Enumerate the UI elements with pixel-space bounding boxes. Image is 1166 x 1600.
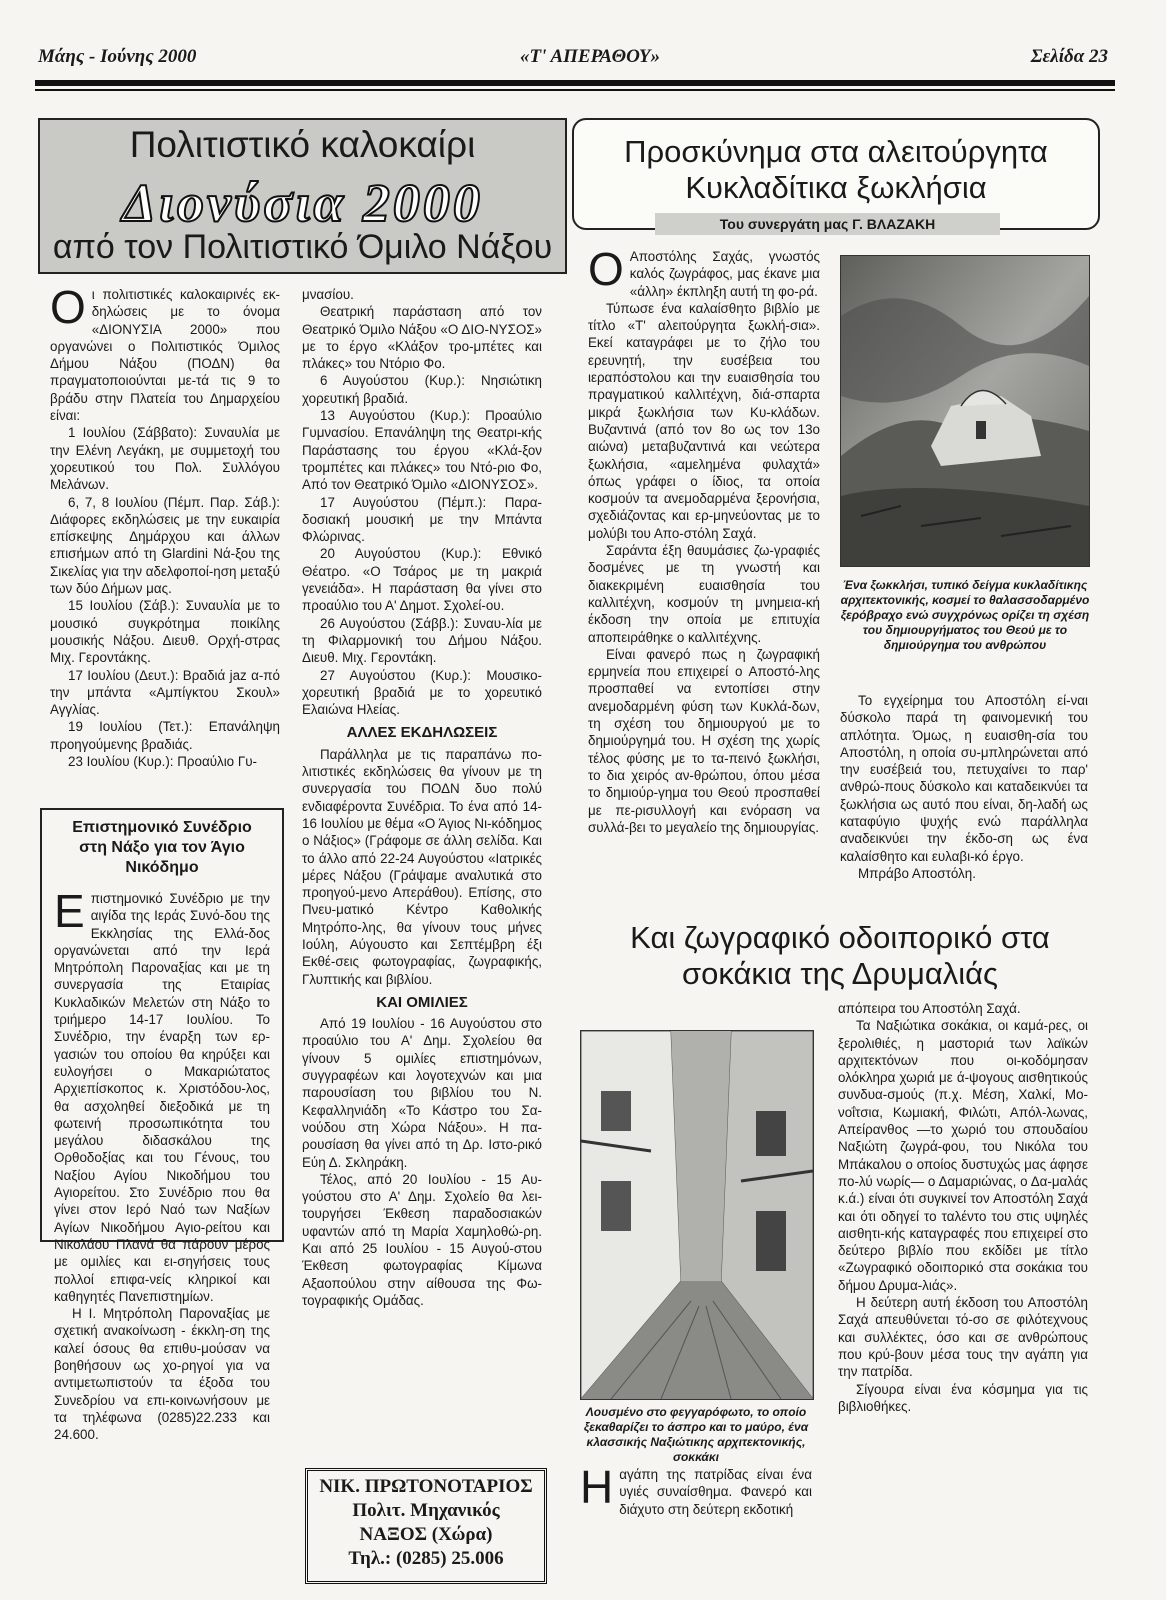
drymalia-title: Και ζωγραφικό οδοιπορικό στα σοκάκια της Δρυμαλιάς: [630, 920, 1050, 991]
event-item: μνασίου.: [302, 287, 354, 302]
issue-date: Μάης - Ιούνης 2000: [38, 46, 197, 67]
proskynima-column-2: Το εγχείρημα του Αποστόλη εί-ναι δύσκολο παρά τη φαινομενική του απλότητα. Όμως, η ευαισθη-σία του Αποστόλη, η οποία συ-μπληρώνεται από την ευσέβειά του, πετυχαίνει το παρ' ανθρώ-πους δύσκολο και καταδεικνύει τα ξωκλήσια ως αυτό που είναι, δη-λαδή ως καταφύγιο ψυχής ενώ παράλληλα αναδεικνύει την έκδο-ση ως ένα καλαίσθητο και ευλαβι-κό έργο. Μπράβο Αποστόλη.: [840, 693, 1088, 881]
masthead-rule: [35, 80, 1115, 86]
event-item: 6, 7, 8 Ιουλίου (Πέμπ. Παρ. Σάβ.): Διάφορες εκδηλώσεις με την ευκαιρία επίσκεψης Δημάρχου και άλλων επισήμων από τη Glardini Νά-ξου της Σικελίας για την αδελφοποί-ηση μεταξύ των δύο Δήμων μας.: [50, 494, 281, 597]
drymalia-column: απόπειρα του Αποστόλη Σαχά. Τα Ναξιώτικα σοκάκια, οι καμά-ρες, οι ξερολιθιές, η μαστοριά των λαϊκών αρχιτεκτόνων που οι-κοδόμησαν ολόκληρα χωριά με ά-ψογους αισθητικούς συνδυα-σμούς (π.χ. Μέση, Χαλκί, Μο-νοΐτσια, Κωμιακή, Φιλώτι, Απόλ-λωνας, Απείρανθος —το χωριό του σπουδαίου Ναξιώτη ζωγρά-φου, του Νικόλα του Μπάκαλου ο οποίος δυστυχώς μας άφησε πο-λύ νωρίς— ο Δαμαριώνας, ο Δα-μαλάς κ.ά.) είναι ότι συγκινεί τον Αποστόλη Σαχά και ότι οδηγεί το ταλέντο του στις υψηλές αισθητι-κής καταγραφές που επιχειρεί στο δεύτερο βιβλίο που εκδίδει με τίτλο «Ζωγραφικό οδοιπορικό στα σοκάκια του δήμου Δρυμα-λιάς». Η δεύτερη αυτή έκδοση του Αποστόλη Σαχά απευθύνεται τό-σο σε φιλότεχνους και συλλέκτες, όσο και σε ανθρώπους που κρύ-βουν μέσα τους την αγάπη για την πατρίδα. Σίγουρα είναι ένα κόσμημα για τις βιβλιοθήκες.: [838, 1001, 1088, 1414]
event-item: 1 Ιουλίου (Σάββατο): Συναυλία με την Ελένη Λεγάκη, με συμμετοχή του χορευτικού του Πολ. Συλλόγου Μελάνων.: [50, 425, 280, 493]
event-item: 17 Αυγούστου (Πέμπ.): Παρα-δοσιακή μουσική με την Μπάντα Φλώρινας.: [302, 494, 542, 545]
talks-heading: ΚΑΙ ΟΜΙΛΙΕΣ: [376, 993, 468, 1011]
dionysia-banner: [38, 118, 567, 274]
ad-place: ΝΑΞΟΣ (Χώρα): [359, 1524, 493, 1545]
dropcap: Ε: [54, 885, 85, 937]
event-item: 6 Αυγούστου (Κυρ.): Νησιώτικη χορευτική βραδιά.: [302, 373, 542, 406]
proskynima-title: Προσκύνημα στα αλειτούργητα Κυκλαδίτικα ξωκλήσια: [624, 134, 1048, 205]
dionysia-column-1: [50, 281, 281, 770]
chapel-image: [841, 256, 1089, 566]
dropcap: Η: [580, 1461, 614, 1513]
chapel-caption: Ένα ξωκκλήσι, τυπικό δείγμα κυκλαδίτικης αρχιτεκτονικής, κοσμεί το θαλασσοδαρμένο ξερόβραχο ενώ συγχρόνως ορίζει τη σχέση του δημιουργήματος του Θεού με το δημιούργημα του ανθρώπου: [840, 578, 1090, 652]
banner-title: Διονύσια 2000: [122, 173, 483, 233]
other-events-text: Παράλληλα με τις παραπάνω πο-λιτιστικές εκδηλώσεις θα γίνουν με τη συνεργασία του ΠΟΔΝ δυο πολύ ενδιαφέροντα Συνέδρια. Το ένα από 14-16 Ιουλίου με θέμα «Ο Άγιος Νι-κόδημος ο Νάξιος» (Γράφομε σε άλλη σελίδα. Και το άλλο από 22-24 Αυγούστου «Ιατρικές μέρες Νάξου (Γράψαμε αναλυτικά στο προηγού-μενο Απεράθου). Επίσης, στο Πνευ-ματικό Κέντρο Καθολικής Μητρόπο-λης, θα γίνουν τους μήνες Ιούλη, Αύγουστο και Σεπτέμβρη έξι Εκθέ-σεις φωτογραφίας, ζωγραφικής, Γλυπτικής και βιβλίου.: [302, 746, 542, 987]
ad-name: ΝΙΚ. ΠΡΩΤΟΝΟΤΑΡΙΟΣ: [319, 1476, 533, 1497]
drymalia-intro: Ηαγάπη της πατρίδας είναι ένα υγιές συναίσθημα. Φανερό και διάχυτο στη δεύτερη εκδοτική: [580, 1461, 812, 1517]
dropcap: Ο: [588, 243, 624, 295]
ad-title: Πολιτ. Μηχανικός: [352, 1500, 500, 1521]
dropcap: Ο: [50, 281, 86, 333]
synedrio-title: Επιστημονικό Συνέδριο στη Νάξο για τον Άγιο Νικόδημο: [72, 819, 252, 876]
synedrio-body: Επιστημονικό Συνέδριο με την αιγίδα της Ιεράς Συνό-δου της Εκκλησίας της Ελλά-δος οργανώνεται από την Ιερά Μητρόπολη Παροναξίας και με τη συνεργασία της Εταιρίας Κυκλαδικών Μελετών στη Νάξο το τριήμερο 14-17 Ιουλίου. Το Συνέδριο, την έναρξη των ερ-γασιών του οποίου θα κηρύξει και ευλογήσει ο Μακαριώτατος Αρχιεπίσκοπος κ. Χριστόδου-λος, θα ασχοληθεί διεξοδικά με τη φωτεινή προσωπικότητα του μεγάλου διδασκάλου της Ορθοδοξίας και του Γένους, του Ναξίου Αγίου Νικοδήμου του Αγιορείτου. Στο Συνέδριο που θα γίνει στον Ιερό Ναό των Ναξίων Αγίων Νικοδήμου Αγιο-ρείτου και Νικολάου Πλανά θα πάρουν μέρος με ομιλίες και ει-σηγήσεις τους πολλοί επιφα-νείς κληρικοί και καθηγητές Πανεπιστημίων. Η Ι. Μητρόπολη Παροναξίας με σχετική ανακοίνωση - έκκλη-ση της καλεί όσους θα επιθυ-μούσαν να βοηθήσουν ως χο-ρηγοί για να αντιμετωπιστούν τα έξοδα του Συνεδρίου να επι-κοινωνήσουν με τα τηλέφωνα (0285)22.233 και 24.600.: [54, 885, 270, 1443]
alley-drawing: [580, 1030, 814, 1400]
event-item: 19 Ιουλίου (Τετ.): Επανάληψη προηγούμενης βραδιάς.: [50, 719, 280, 752]
alley-image: [581, 1031, 813, 1399]
proskynima-column-1: Ο Αποστόλης Σαχάς, γνωστός καλός ζωγράφος, μας έκανε μια «άλλη» έκπληξη αυτή τη φο-ρά. Τύπωσε ένα καλαίσθητο βιβλίο με τίτλο «Τ' αλειτούργητα ξωκλή-σια». Εκεί καταγράφει με το ζήλο του ερευνητή, την ευσέβεια του ιεραπόστολου και την ευαισθησία του πραγματικού καλλιτέχνη, διά-σπαρτα μικρά ξωκλήσια των Κυ-κλάδων. Βυζαντινά (από τον 8ο ως τον 13ο αιώνα) μεταβυζαντινά και νεώτερα ξωκλήσια, «αμελημένα φυλαχτά» όπως γράφει ο ίδιος, τα οποία κοσμούν τα ανεμοδαρμένα ξερονήσια, σχεδιάζοντας και ερ-μηνεύοντας με το μολύβι του Απο-στόλη Σαχά. Σαράντα έξη θαυμάσιες ζω-γραφιές δοσμένες με τη γνωστή και διακεκριμένη ευαισθησία του καλλιτέχνη, κοσμούν τη μνημεια-κή έκδοση την οποία με επιτυχία αποπειράθηκε ο καλλιτέχνης. Είναι φανερό πως η ζωγραφική ερμηνεία που επιχειρεί ο Αποστό-λης προσπαθεί να εντοπίσει στην ανεμοδαρμένη φύση των Κυκλά-δων, τη σχέση του δημιουργού με το δημιούργημά του. Η σχέση της χωρίς τέλος φύσης με το τα-πεινό ξωκλήσι, το δια χειρός αν-θρώπου, όπου μέσα το δημιούρ-γημα του Θεού προσπαθεί με πε-ρισυλλογή και ενόραση να συλλά-βει το μεγαλείο της δημιουργίας.: [588, 243, 820, 835]
chapel-drawing: [840, 255, 1090, 567]
event-item: 17 Ιουλίου (Δευτ.): Βραδιά jaz α-πό την μπάντα «Αμπίγκτου Σκουλ» Αγγλίας.: [50, 667, 280, 718]
banner-subtitle: Πολιτιστικό καλοκαίρι: [129, 124, 476, 165]
event-item: Θεατρική παράσταση από τον Θεατρικό Όμιλο Νάξου «Ο ΔΙΟ-ΝΥΣΟΣ» με το έργο «Κλάξον τρο-μπέτες και πλάκες» του Ντόριο Φο.: [302, 304, 542, 372]
event-item: 20 Αυγούστου (Κυρ.): Εθνικό Θέατρο. «Ο Τσάρος με τη μακριά γενειάδα». Η παράσταση θα γίνει στο προαύλιο του Α' Δημοτ. Σχολεί-ου.: [302, 546, 542, 614]
talks-text: Από 19 Ιουλίου - 16 Αυγούστου στο προαύλιο του Α' Δημ. Σχολείου θα γίνουν 5 ομιλίες επιστημόνων, συγγραφέων και λογοτεχνών και μια παρουσίαση του βιβλίου του Ν. Κεφαλληνιάδη «Το Κάστρο του Σα-νούδου στη Χώρα Νάξου». Η πα-ρουσίαση θα γίνει από τη Δρ. Ιστο-ρικό Εύη Δ. Σκληράκη.: [302, 1016, 542, 1170]
ad-phone: Τηλ.: (0285) 25.006: [348, 1548, 504, 1569]
synedrio-box: [40, 808, 284, 1443]
event-item: 15 Ιουλίου (Σάβ.): Συναυλία με το μουσικό συγκρότημα ποικίλης μουσικής Νάξου. Διευθ. Ορχή-στρας Μιχ. Γεροντάκης.: [50, 598, 280, 666]
newspaper-name: «Τ' ΑΠΕΡΑΘΟΥ»: [520, 46, 660, 67]
other-events-heading: ΑΛΛΕΣ ΕΚΔΗΛΩΣΕΙΣ: [346, 724, 498, 742]
event-item: 23 Ιουλίου (Κυρ.): Προαύλιο Γυ-: [68, 754, 258, 770]
event-item: 13 Αυγούστου (Κυρ.): Προαύλιο Γυμνασίου. Επανάληψη της Θεατρι-κής Παράστασης του έργου «Κλά-ξον τρομπέτες και πλάκες» του Ντό-ριο Φο, Από τον Θεατρικό Όμιλο «ΔΙΟΝΥΣΟΣ».: [302, 408, 542, 493]
event-item: 27 Αυγούστου (Κυρ.): Μουσικο-χορευτική βραδιά με το χορευτικό Ελαιώνα Ηλείας.: [302, 667, 542, 718]
page-number: Σελίδα 23: [1030, 46, 1108, 67]
dionysia-intro: Οι πολιτιστικές καλοκαιρινές εκ-δηλώσεις με το όνομα «ΔΙΟΝΥΣΙΑ 2000» που οργανώνει ο Πολιτιστικός Όμιλος Δήμου Νάξου (ΠΟΔΝ) θα πραγματοποιούνται με-τά τις 9 το βράδυ στην Πλατεία του Δημαρχείου είναι:: [50, 281, 280, 424]
alley-caption: Λουσμένο στο φεγγαρόφωτο, το οποίο ξεκαθαρίζει το άσπρο και το μαύρο, ένα κλασσικής Ναξιώτικης αρχιτεκτονικής, σοκκάκι: [583, 1405, 809, 1464]
masthead-rule-thin: [35, 89, 1115, 91]
engineer-ad: [305, 1468, 547, 1584]
dionysia-column-2: [302, 286, 542, 1309]
byline: Του συνεργάτη μας Γ. ΒΛΑΖΑΚΗ: [655, 213, 1000, 235]
banner-organizer: από τον Πολιτιστικό Όμιλο Νάξου: [52, 228, 553, 266]
talks-text: Τέλος, από 20 Ιουλίου - 15 Αυ-γούστου στο Α' Δημ. Σχολείο θα λει-τουργήσει Έκθεση παραδοσιακών υφαντών από τη Μαρία Χαμηλοθώ-ρη. Και από 25 Ιουλίου - 15 Αυγού-στου Έκθεση φωτογραφίας Κίμωνα Αξαοπούλου στην αίθουσα της Φω-τογραφικής Ομάδας.: [302, 1171, 542, 1308]
event-item: 26 Αυγούστου (Σάββ.): Συναυ-λία με τη Φιλαρμονική του Δήμου Νάξου. Διευθ. Μιχ. Γεροντάκη.: [302, 615, 542, 666]
